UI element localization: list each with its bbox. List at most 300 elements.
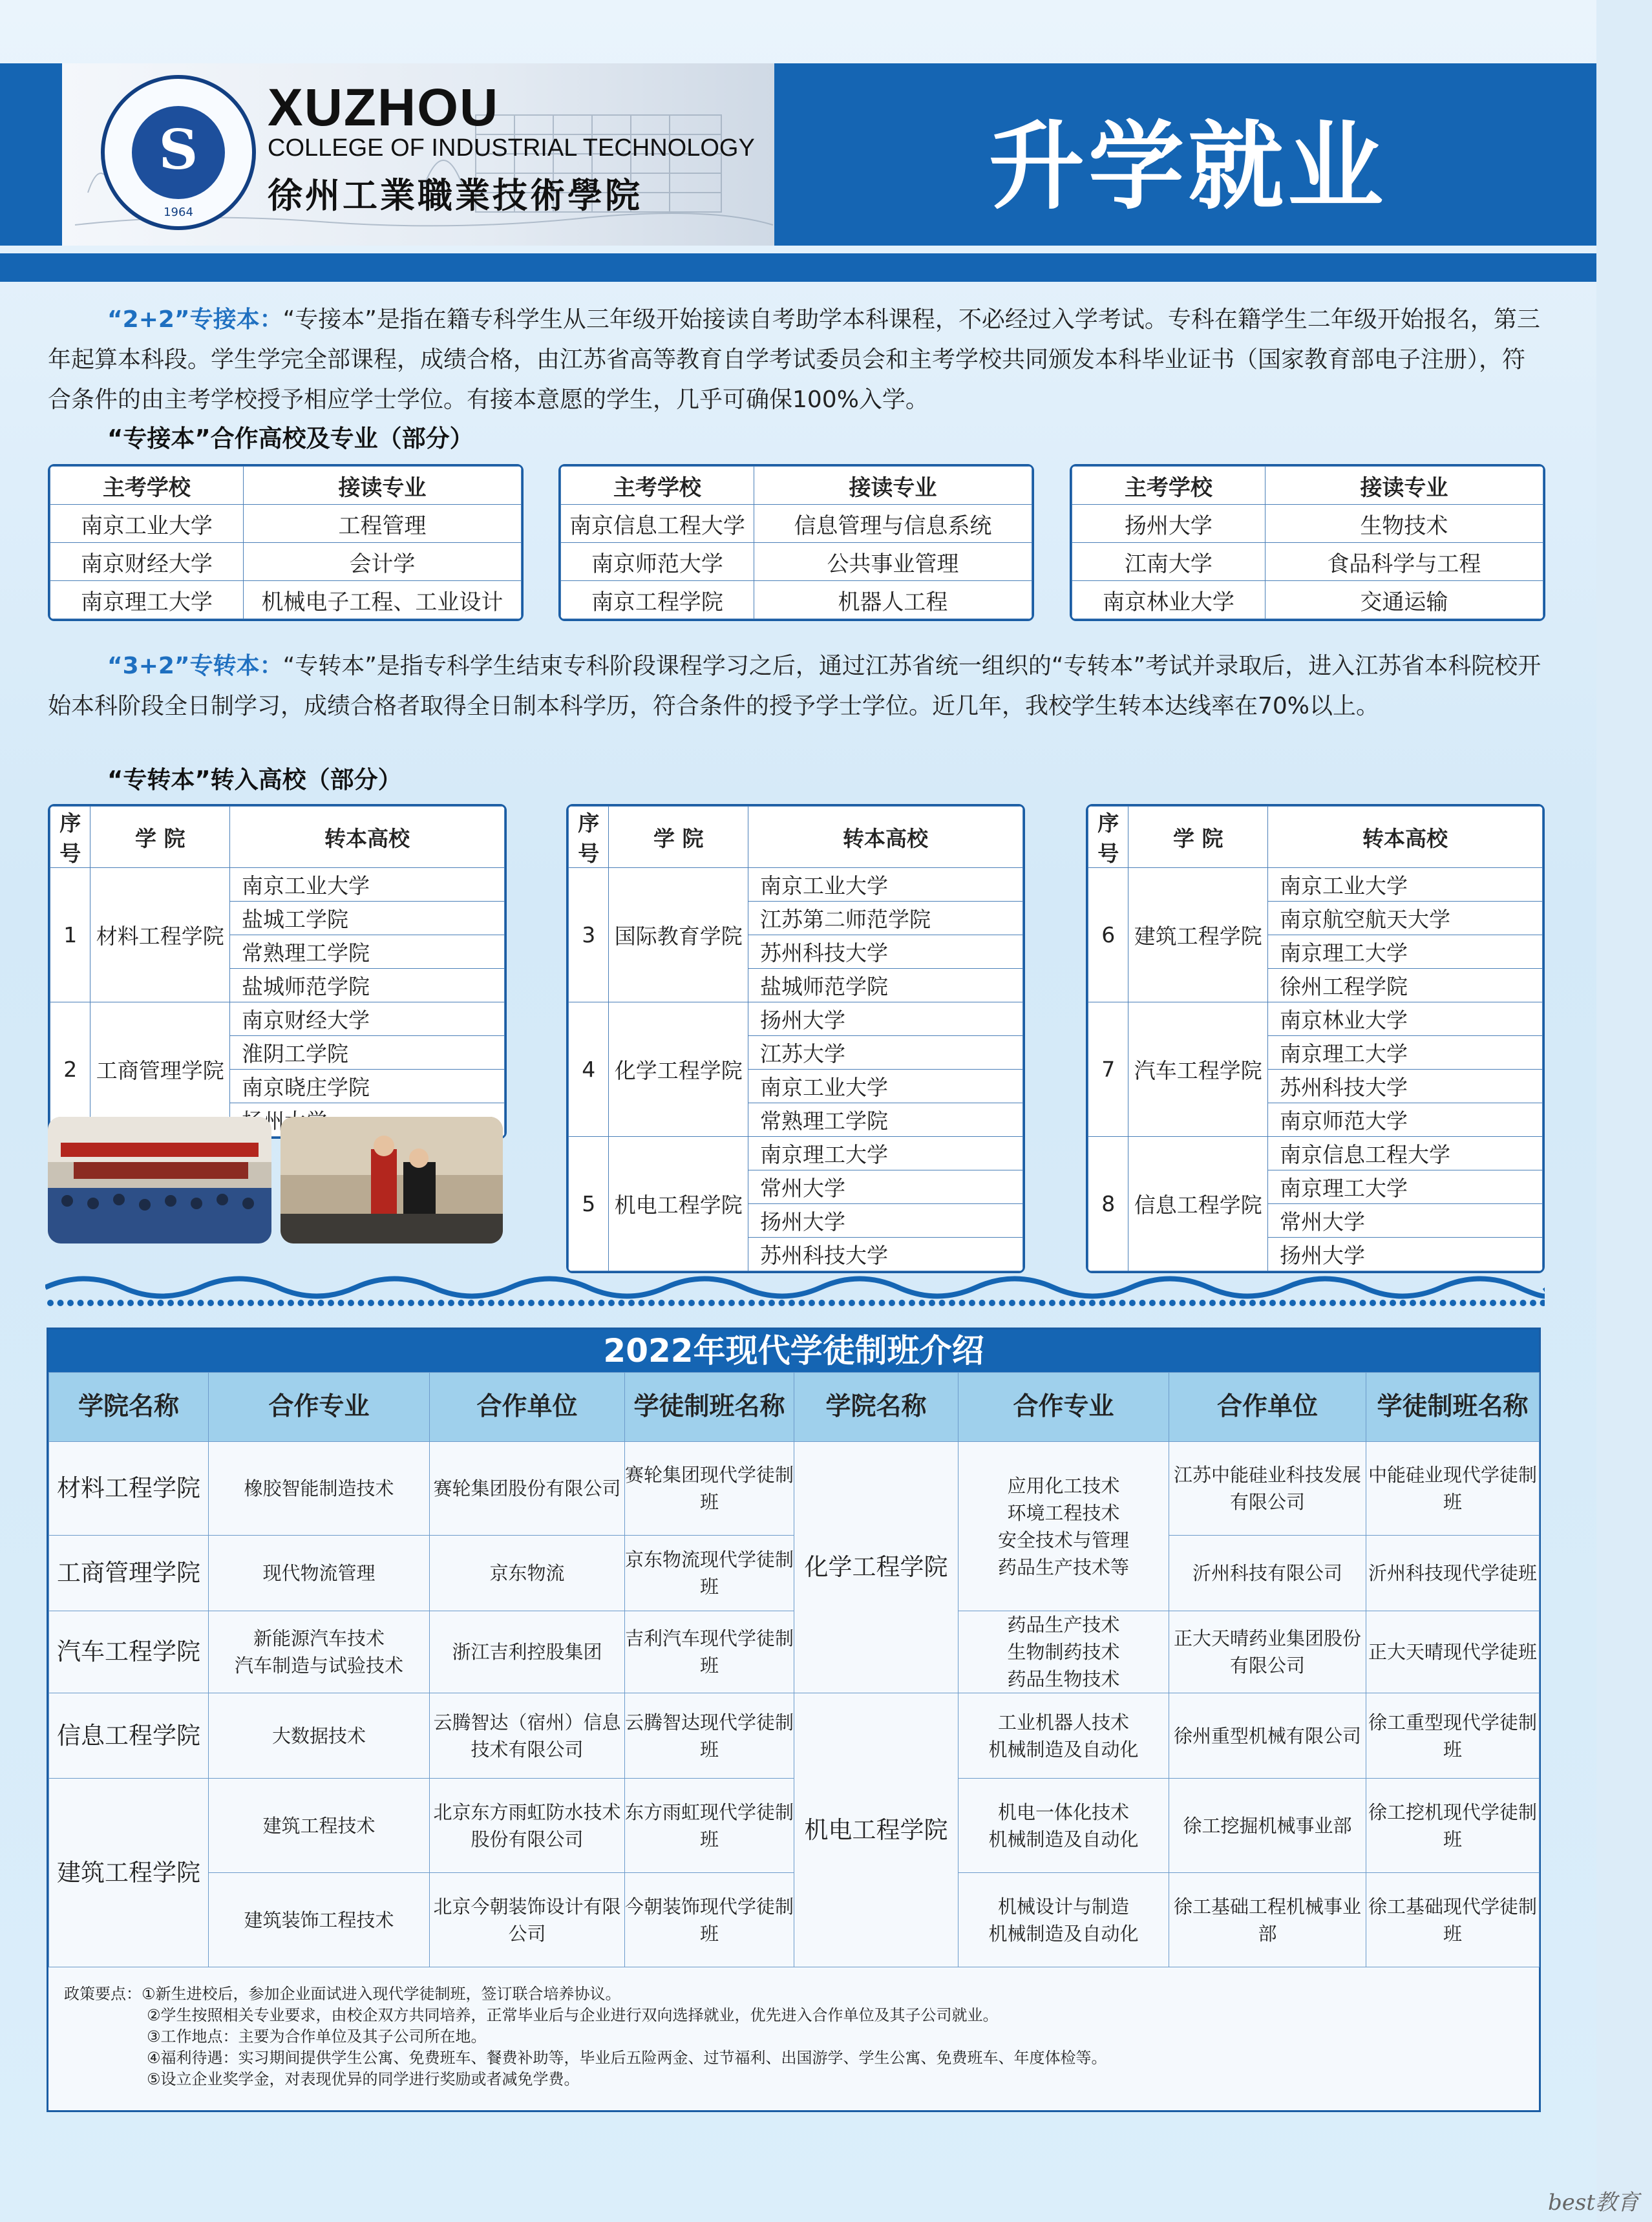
wave-dot (1160, 1300, 1166, 1306)
table-row (569, 868, 1023, 902)
table-row (50, 505, 522, 543)
wave-dot (1420, 1300, 1426, 1306)
university-cell: 南京理工大学 (1267, 1036, 1542, 1070)
wave-dot (178, 1300, 184, 1306)
wave-dot (1209, 1300, 1216, 1306)
wave-dot (548, 1300, 555, 1306)
university-cell: 苏州科技大学 (1267, 1070, 1542, 1103)
policy-note: 政策要点：①新生进校后，参加企业面试进入现代学徒制班，签订联合培养协议。 (64, 1985, 621, 2003)
wave-dot (1180, 1300, 1186, 1306)
wave-dot (408, 1300, 414, 1306)
brand-name-en: XUZHOU (268, 78, 500, 137)
column-header: 合作专业 (958, 1373, 1169, 1442)
policy-note: ⑤设立企业奖学金，对表现优异的同学进行奖励或者减免学费。 (147, 2070, 580, 2088)
college-cell (794, 1442, 958, 1693)
wave-dot (949, 1300, 955, 1306)
wave-dot (298, 1300, 304, 1306)
college-cell: 信息工程学院 (1128, 1137, 1268, 1271)
wave-dot (699, 1300, 705, 1306)
serial-cell: 6 (1088, 868, 1128, 1002)
header-logo-panel (62, 63, 774, 246)
column-header: 合作专业 (209, 1373, 430, 1442)
wave-dot (679, 1300, 685, 1306)
college-cell (49, 1611, 209, 1693)
column-header: 学徒制班名称 (625, 1373, 794, 1442)
wave-dot (1329, 1300, 1336, 1306)
column-header: 接读专业 (754, 467, 1032, 505)
university-cell: 淮阴工学院 (229, 1036, 504, 1070)
major-cell (209, 1873, 430, 1967)
wave-dot (879, 1300, 885, 1306)
photo-ceremony-hall (48, 1117, 271, 1243)
policy-note: ②学生按照相关专业要求，由校企双方共同培养，正常毕业后与企业进行双向选择就业，优先进入合作单位及其子公司就业。 (147, 2006, 999, 2024)
major-cell (958, 1611, 1169, 1693)
major-cell (958, 1693, 1169, 1779)
wave-dot (859, 1300, 865, 1306)
wave-dot (969, 1300, 975, 1306)
wave-dot (167, 1300, 174, 1306)
wave-dot (67, 1300, 74, 1306)
wave-dot (78, 1300, 84, 1306)
wave-dot (1490, 1300, 1496, 1306)
class-name-cell (625, 1536, 794, 1611)
wave-dot (1019, 1300, 1026, 1306)
serial-cell: 8 (1088, 1137, 1128, 1271)
unit-cell-text: 沂州科技有限公司 (1192, 1562, 1342, 1584)
college-cell: 汽车工程学院 (1128, 1002, 1268, 1137)
table-row (1072, 543, 1543, 581)
class-name-cell-text: 沂州科技现代学徒班 (1368, 1562, 1537, 1584)
wave-dot (58, 1300, 64, 1306)
wave-dot (759, 1300, 765, 1306)
university-cell: 苏州科技大学 (748, 1238, 1022, 1271)
subheading-2plus2: “专接本”合作高校及专业（部分） (107, 425, 474, 452)
wave-dot (218, 1300, 224, 1306)
unit-cell-text: 徐工挖掘机械事业部 (1183, 1814, 1352, 1837)
lead-3plus2: “3+2”专转本： (107, 653, 283, 679)
wave-dot (1200, 1300, 1206, 1306)
logo-year: 1964 (164, 206, 193, 219)
table-header-row (50, 807, 505, 868)
wave-dot (1169, 1300, 1176, 1306)
wave-dot (959, 1300, 966, 1306)
wave-dot (668, 1300, 675, 1306)
wave-dot (498, 1300, 505, 1306)
wave-dot (1340, 1300, 1346, 1306)
wave-dot (809, 1300, 815, 1306)
college-cell: 材料工程学院 (90, 868, 230, 1002)
school-cell: 南京工业大学 (50, 505, 244, 543)
wave-dot (1039, 1300, 1046, 1306)
wave-dot (1079, 1300, 1086, 1306)
wave-dot (1099, 1300, 1106, 1306)
wave-dot (639, 1300, 645, 1306)
table-row (49, 1693, 1540, 1779)
wave-dot (929, 1300, 935, 1306)
wave-dot (248, 1300, 254, 1306)
partner-table-2 (558, 464, 1034, 621)
unit-cell (1169, 1693, 1366, 1779)
wave-dot (568, 1300, 575, 1306)
wave-dot (688, 1300, 695, 1306)
wave-dot (648, 1300, 655, 1306)
column-header: 学院名称 (49, 1373, 209, 1442)
wave-dot (1289, 1300, 1296, 1306)
major-cell-text: 橡胶智能制造技术 (244, 1477, 394, 1499)
major-cell-text: 建筑装饰工程技术 (244, 1909, 394, 1931)
university-cell: 常州大学 (1267, 1204, 1542, 1238)
wave-dot (779, 1300, 785, 1306)
school-cell: 南京林业大学 (1072, 581, 1265, 619)
unit-cell-text: 北京今朝装饰设计有限公司 (433, 1895, 621, 1945)
table-header-row (1072, 467, 1543, 505)
unit-cell (430, 1693, 625, 1779)
university-cell: 盐城师范学院 (229, 969, 504, 1002)
major-cell (209, 1693, 430, 1779)
wave-dot (849, 1300, 855, 1306)
column-header: 序号 (569, 807, 609, 868)
college-cell-text: 机电工程学院 (804, 1815, 948, 1844)
wave-dot (158, 1300, 164, 1306)
column-header: 序号 (50, 807, 90, 868)
wave-dot (1119, 1300, 1126, 1306)
wave-dot (578, 1300, 585, 1306)
unit-cell-text: 江苏中能硅业科技发展有限公司 (1173, 1464, 1361, 1513)
unit-cell (1169, 1873, 1366, 1967)
wave-dot (1320, 1300, 1326, 1306)
apprentice-table (47, 1328, 1541, 2112)
wave-dot (768, 1300, 775, 1306)
school-cell: 扬州大学 (1072, 505, 1265, 543)
wave-dot (1229, 1300, 1236, 1306)
university-cell: 常熟理工学院 (748, 1103, 1022, 1137)
wave-dot (1360, 1300, 1366, 1306)
class-name-cell (625, 1779, 794, 1873)
wave-dot (1350, 1300, 1356, 1306)
wave-dot (1530, 1300, 1536, 1306)
wave-dot (288, 1300, 294, 1306)
policy-note: ③工作地点：主要为合作单位及其子公司所在地。 (147, 2027, 487, 2046)
wave-dot (98, 1300, 104, 1306)
university-cell: 南京晓庄学院 (229, 1070, 504, 1103)
wave-dot (1410, 1300, 1416, 1306)
wave-dot (107, 1300, 114, 1306)
unit-cell-text: 北京东方雨虹防水技术股份有限公司 (433, 1801, 621, 1850)
unit-cell (430, 1536, 625, 1611)
wave-dot (869, 1300, 875, 1306)
wave-dot (127, 1300, 134, 1306)
wave-dot (1139, 1300, 1146, 1306)
page-title: 升学就业 (989, 110, 1387, 222)
wave-dot (819, 1300, 825, 1306)
major-cell: 信息管理与信息系统 (754, 505, 1032, 543)
college-cell-text: 建筑工程学院 (57, 1858, 200, 1887)
college-cell (49, 1536, 209, 1611)
table-header-row (49, 1373, 1540, 1442)
column-header: 主考学校 (1072, 467, 1265, 505)
school-cell: 南京工程学院 (561, 581, 754, 619)
table-row (561, 505, 1032, 543)
class-name-cell-text: 京东物流现代学徒制班 (625, 1549, 794, 1598)
major-cell (958, 1873, 1169, 1967)
class-name-cell (625, 1693, 794, 1779)
wave-dot (719, 1300, 725, 1306)
university-cell: 南京工业大学 (229, 868, 504, 902)
wave-dot (1280, 1300, 1286, 1306)
class-name-cell (625, 1611, 794, 1693)
university-cell: 苏州科技大学 (748, 935, 1022, 969)
university-cell: 徐州工程学院 (1267, 969, 1542, 1002)
intro-2plus2 (48, 300, 1547, 420)
wave-dot (488, 1300, 494, 1306)
college-cell: 机电工程学院 (609, 1137, 748, 1271)
wave-dot (1470, 1300, 1476, 1306)
wave-dot (1059, 1300, 1066, 1306)
university-cell: 南京工业大学 (748, 868, 1022, 902)
unit-cell (430, 1611, 625, 1693)
table-row (1088, 1002, 1543, 1036)
major-cell (209, 1536, 430, 1611)
wave-dot (598, 1300, 605, 1306)
college-cell: 化学工程学院 (609, 1002, 748, 1137)
wave-dot (1249, 1300, 1256, 1306)
wave-dot (508, 1300, 514, 1306)
wave-dot (909, 1300, 915, 1306)
major-cell: 工程管理 (243, 505, 521, 543)
major-cell (958, 1442, 1169, 1611)
column-header: 学 院 (90, 807, 230, 868)
column-header: 合作单位 (1169, 1373, 1366, 1442)
column-header: 主考学校 (561, 467, 754, 505)
unit-cell (430, 1873, 625, 1967)
column-header: 学院名称 (794, 1373, 958, 1442)
wave-dot (939, 1300, 946, 1306)
wave-dot (278, 1300, 284, 1306)
wave-dot (398, 1300, 405, 1306)
university-cell: 南京理工大学 (1267, 935, 1542, 969)
partner-table-1 (48, 464, 524, 621)
wave-dot (1540, 1300, 1545, 1306)
wave-dot (388, 1300, 394, 1306)
wave-dot (1269, 1300, 1276, 1306)
column-header: 学 院 (1128, 807, 1268, 868)
wave-dot (728, 1300, 735, 1306)
lead-2plus2: “2+2”专接本： (107, 306, 283, 333)
university-cell: 南京理工大学 (1267, 1170, 1542, 1204)
class-name-cell (1366, 1611, 1540, 1693)
college-cell (49, 1442, 209, 1536)
university-cell: 江苏大学 (748, 1036, 1022, 1070)
wave-dot (538, 1300, 545, 1306)
major-cell-text: 应用化工技术 环境工程技术 安全技术与管理 药品生产技术等 (997, 1474, 1129, 1578)
wave-dot (1450, 1300, 1456, 1306)
major-cell-text: 机电一体化技术 机械制造及自动化 (988, 1801, 1139, 1850)
wave-dot (418, 1300, 425, 1306)
table-row (1088, 1137, 1543, 1170)
column-header: 转本高校 (1267, 807, 1542, 868)
wave-dot (1370, 1300, 1376, 1306)
unit-cell (1169, 1779, 1366, 1873)
class-name-cell (1366, 1442, 1540, 1536)
wave-dot (528, 1300, 535, 1306)
table-row (1072, 505, 1543, 543)
wave-dot (1240, 1300, 1246, 1306)
wave-dot (448, 1300, 454, 1306)
wave-dot (1500, 1300, 1507, 1306)
college-cell-text: 材料工程学院 (57, 1474, 200, 1502)
university-cell: 扬州大学 (1267, 1238, 1542, 1271)
text-3plus2: “专转本”是指专科学生结束专科阶段课程学习之后，通过江苏省统一组织的“专转本”考试并录取后，进入江苏省本科院校开始本科阶段全日制学习，成绩合格者取得全日制本科学历，符合条件的授予学士学位。近几年，我校学生转本达线率在70%以上。 (48, 653, 1541, 719)
unit-cell (1169, 1611, 1366, 1693)
wave-dot (1520, 1300, 1527, 1306)
partner-table-3 (1070, 464, 1545, 621)
wave-dot (268, 1300, 274, 1306)
class-name-cell-text: 今朝装饰现代学徒制班 (625, 1895, 794, 1945)
wave-dot (207, 1300, 214, 1306)
table-row (50, 1002, 505, 1036)
wave-dot (1189, 1300, 1196, 1306)
column-header: 转本高校 (229, 807, 504, 868)
class-name-cell-text: 赛轮集团现代学徒制班 (625, 1464, 794, 1513)
university-cell: 扬州大学 (748, 1002, 1022, 1036)
table-row (569, 1137, 1023, 1170)
wave-dot (518, 1300, 525, 1306)
major-cell (958, 1779, 1169, 1873)
table-header-row (1088, 807, 1543, 868)
major-cell-text: 现代物流管理 (262, 1562, 376, 1584)
wave-dot (1400, 1300, 1406, 1306)
university-cell: 南京财经大学 (229, 1002, 504, 1036)
college-logo: S 1964 (101, 75, 256, 230)
college-cell: 建筑工程学院 (1128, 868, 1268, 1002)
college-cell-text: 汽车工程学院 (57, 1638, 200, 1666)
photo-graduation (281, 1117, 503, 1243)
serial-cell: 5 (569, 1137, 609, 1271)
serial-cell: 3 (569, 868, 609, 1002)
university-cell: 南京信息工程大学 (1267, 1137, 1542, 1170)
wave-dot (619, 1300, 625, 1306)
college-cell-text: 化学工程学院 (804, 1553, 948, 1581)
major-cell-text: 药品生产技术 生物制药技术 药品生物技术 (1007, 1614, 1120, 1690)
college-cell-text: 工商管理学院 (57, 1559, 200, 1587)
wave-dot (1220, 1300, 1226, 1306)
column-header: 合作单位 (430, 1373, 625, 1442)
university-cell: 常州大学 (748, 1170, 1022, 1204)
college-cell (49, 1693, 209, 1779)
wave-dot (338, 1300, 344, 1306)
wave-dot (1460, 1300, 1467, 1306)
class-name-cell (1366, 1779, 1540, 1873)
unit-cell-text: 赛轮集团股份有限公司 (433, 1477, 621, 1499)
table-row (50, 581, 522, 619)
wave-dot (608, 1300, 615, 1306)
wave-dot (1309, 1300, 1316, 1306)
university-cell: 南京航空航天大学 (1267, 902, 1542, 935)
wave-dot (1029, 1300, 1035, 1306)
university-cell: 南京理工大学 (748, 1137, 1022, 1170)
unit-cell (1169, 1442, 1366, 1536)
class-name-cell (1366, 1536, 1540, 1611)
unit-cell (430, 1442, 625, 1536)
wave-dot (1129, 1300, 1136, 1306)
school-cell: 南京信息工程大学 (561, 505, 754, 543)
class-name-cell-text: 徐工重型现代学徒制班 (1368, 1711, 1537, 1761)
wave-dot (999, 1300, 1006, 1306)
college-cell (794, 1693, 958, 1967)
class-name-cell (625, 1873, 794, 1967)
wave-dot (588, 1300, 595, 1306)
wave-dot (428, 1300, 434, 1306)
column-header: 主考学校 (50, 467, 244, 505)
wave-dot (47, 1300, 54, 1306)
table-header-row (569, 807, 1023, 868)
serial-cell: 2 (50, 1002, 90, 1137)
brand-subtitle-en: COLLEGE OF INDUSTRIAL TECHNOLOGY (268, 134, 755, 162)
table-row (50, 543, 522, 581)
wave-dot (438, 1300, 445, 1306)
wave-dot (318, 1300, 324, 1306)
serial-cell: 1 (50, 868, 90, 1002)
unit-cell-text: 云腾智达（宿州）信息技术有限公司 (433, 1711, 621, 1761)
university-cell: 常熟理工学院 (229, 935, 504, 969)
wave-dot (1300, 1300, 1306, 1306)
wave-dot (739, 1300, 745, 1306)
column-header: 序号 (1088, 807, 1128, 868)
wave-dot (919, 1300, 926, 1306)
wave-dot (1069, 1300, 1075, 1306)
serial-cell: 7 (1088, 1002, 1128, 1137)
major-cell: 机械电子工程、工业设计 (243, 581, 521, 619)
table-row (50, 868, 505, 902)
wave-dot (258, 1300, 264, 1306)
wave-dot (228, 1300, 234, 1306)
major-cell: 食品科学与工程 (1265, 543, 1543, 581)
table-row (561, 543, 1032, 581)
unit-cell-text: 浙江吉利控股集团 (452, 1641, 602, 1663)
intro-3plus2 (48, 646, 1547, 726)
unit-cell-text: 徐州重型机械有限公司 (1173, 1724, 1361, 1747)
wave-dot (87, 1300, 94, 1306)
wave-dot (308, 1300, 314, 1306)
column-header: 学 院 (609, 807, 748, 868)
table-header-row (50, 467, 522, 505)
class-name-cell (1366, 1873, 1540, 1967)
table-row (1088, 868, 1543, 902)
unit-cell (430, 1779, 625, 1873)
class-name-cell-text: 徐工基础现代学徒制班 (1368, 1895, 1537, 1945)
major-cell-text: 新能源汽车技术 汽车制造与试验技术 (234, 1627, 403, 1677)
class-name-cell-text: 中能硅业现代学徒制班 (1368, 1464, 1537, 1513)
class-name-cell-text: 东方雨虹现代学徒制班 (625, 1801, 794, 1850)
unit-cell-text: 徐工基础工程机械事业部 (1173, 1895, 1361, 1945)
wave-dot (789, 1300, 795, 1306)
college-cell-text: 信息工程学院 (57, 1721, 200, 1750)
policy-note: ④福利待遇：实习期间提供学生公寓、免费班车、餐费补助等，毕业后五险两金、过节福利、出国游学、学生公寓、免费班车、年度体检等。 (147, 2049, 1107, 2067)
wave-dot (147, 1300, 154, 1306)
column-header: 学徒制班名称 (1366, 1373, 1540, 1442)
unit-cell (1169, 1536, 1366, 1611)
header-stripe (0, 253, 1596, 282)
class-name-cell-text: 吉利汽车现代学徒制班 (625, 1627, 794, 1677)
school-cell: 江南大学 (1072, 543, 1265, 581)
college-cell: 国际教育学院 (609, 868, 748, 1002)
table-row (49, 1442, 1540, 1536)
wave-dot (839, 1300, 845, 1306)
wave-dot (1510, 1300, 1516, 1306)
wave-dot (118, 1300, 124, 1306)
wave-dot (829, 1300, 835, 1306)
wave-dot (378, 1300, 385, 1306)
